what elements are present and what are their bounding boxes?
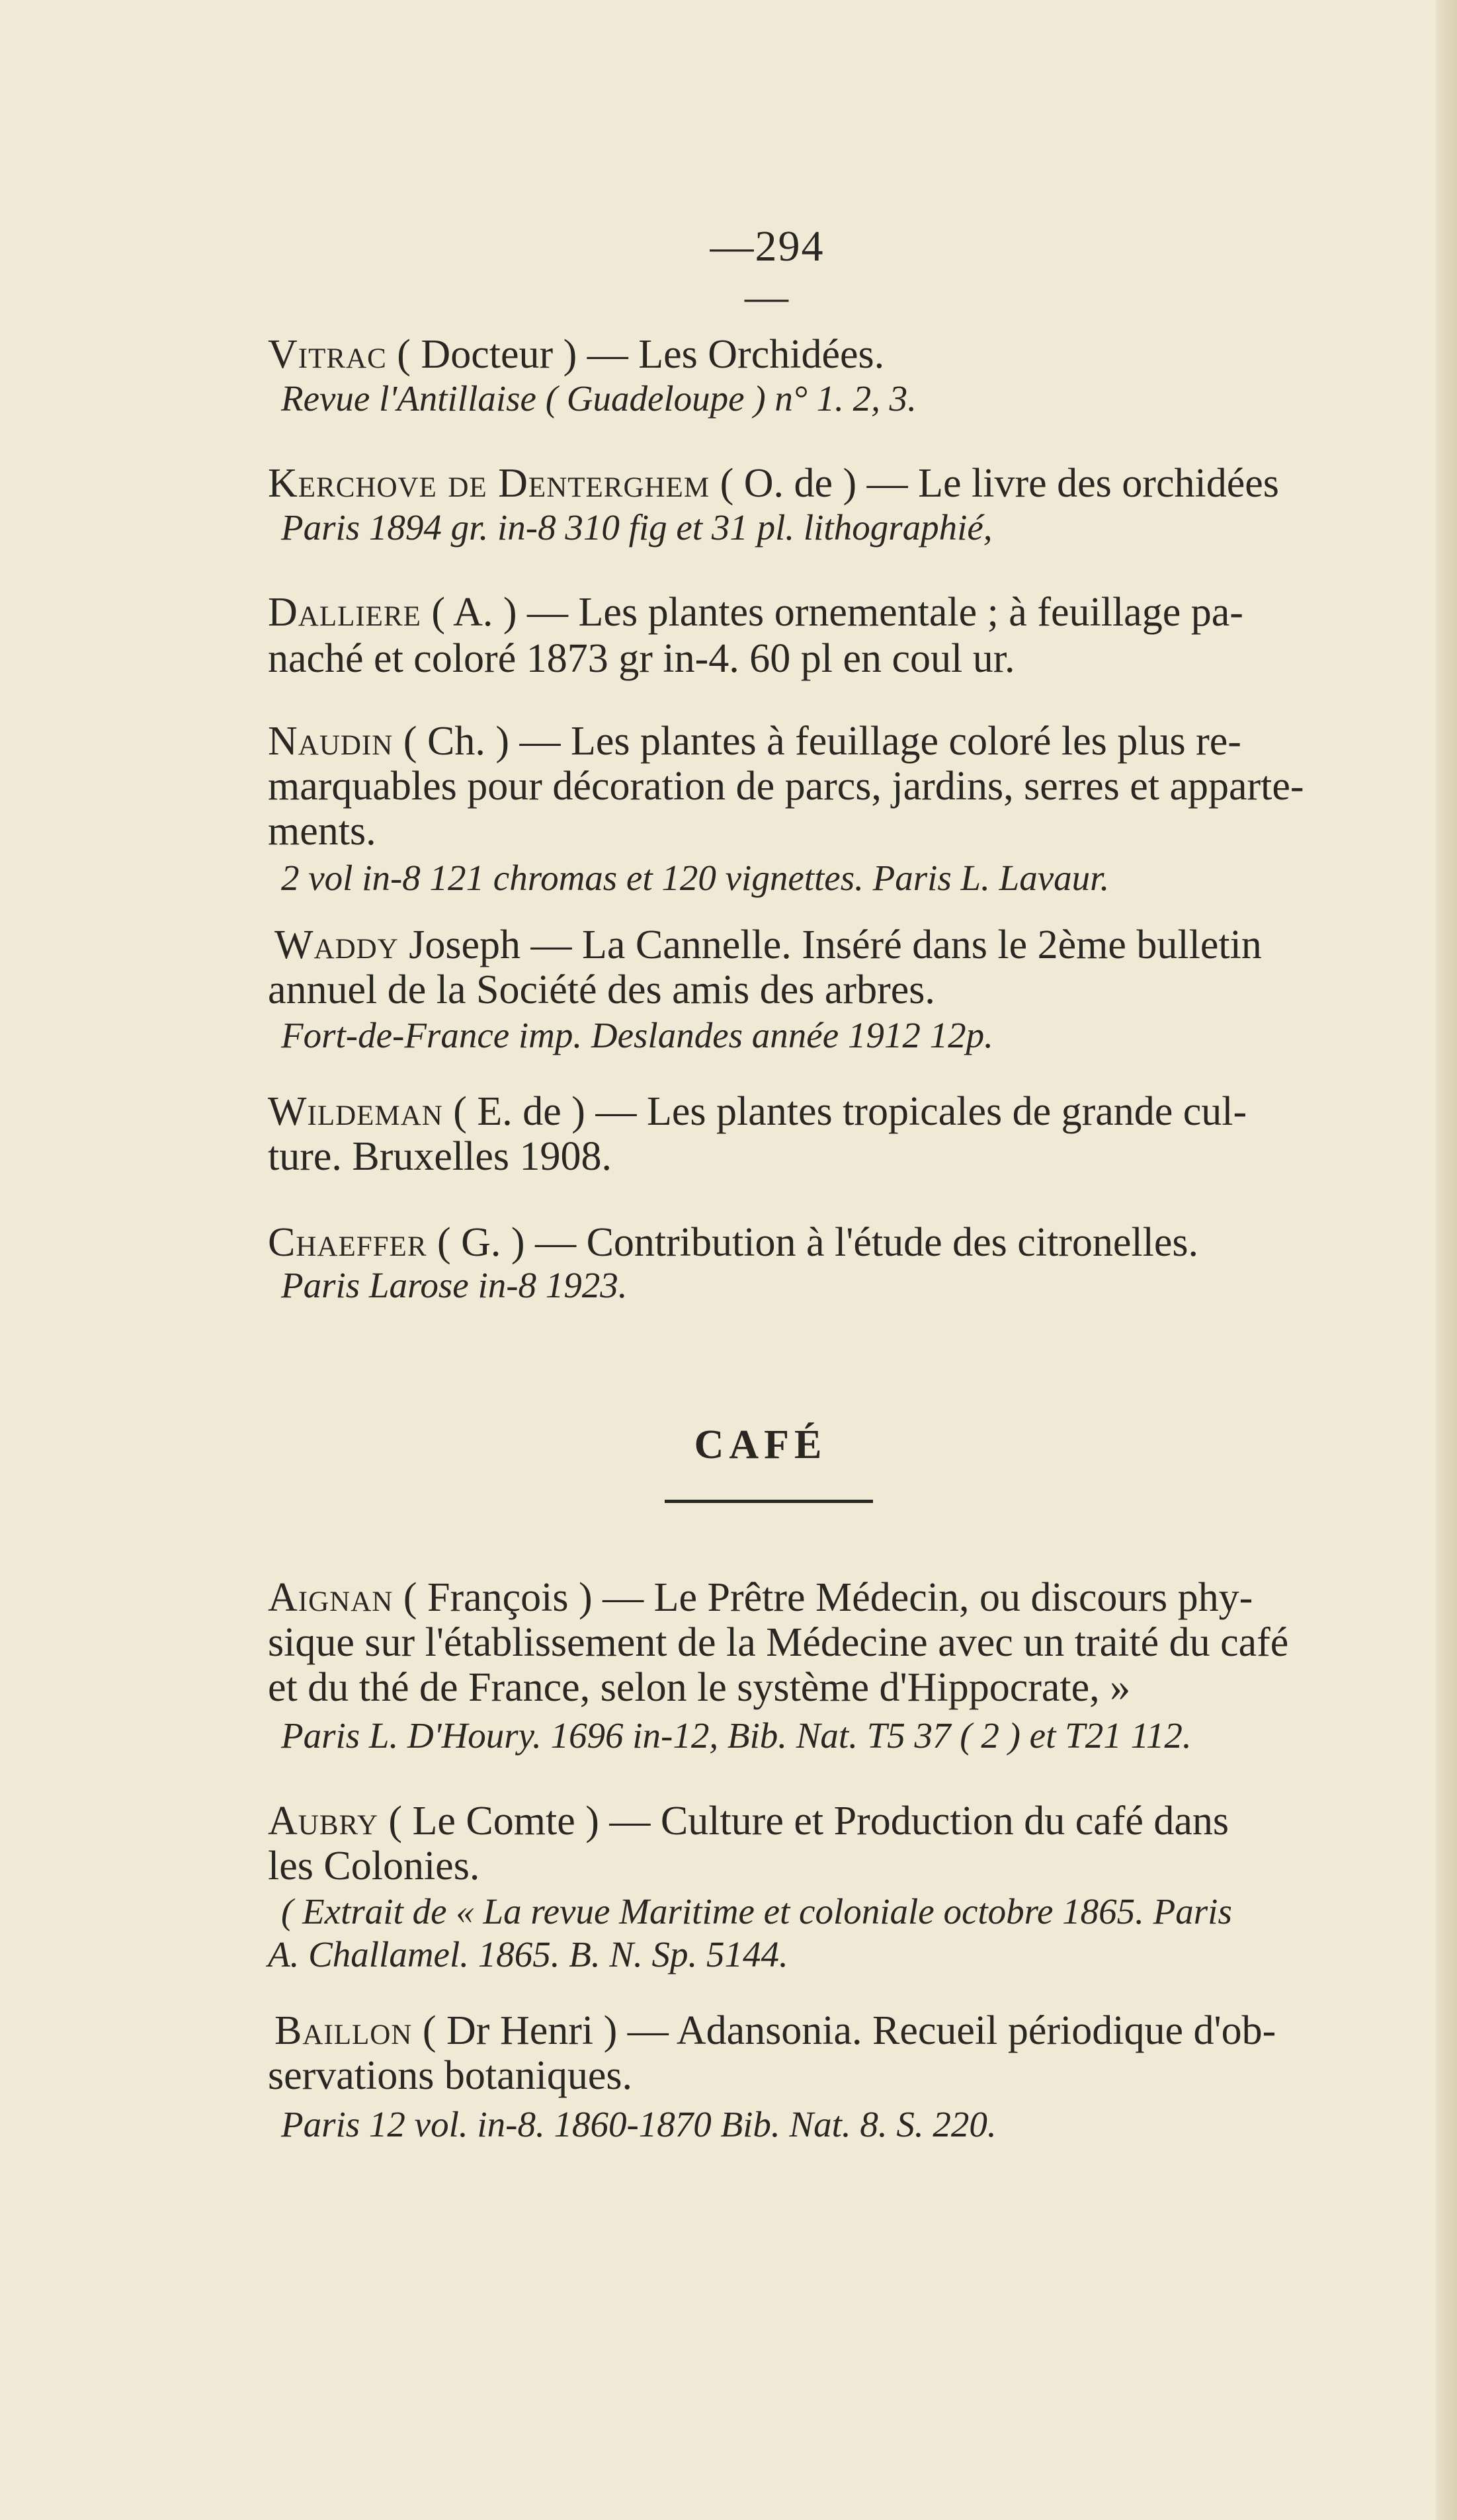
entry-publication: Fort-de-France imp. Deslandes année 1912 12p. xyxy=(281,1015,993,1055)
entry-author: Chaeffer xyxy=(268,1220,427,1265)
entry-publication: A. Challamel. 1865. B. N. Sp. 5144. xyxy=(268,1934,788,1974)
entry-text: ( Le Comte ) — Culture et Production du café dans xyxy=(388,1799,1229,1844)
entry-author: Dalliere xyxy=(268,590,421,635)
entry-author: Baillon xyxy=(274,2008,413,2053)
page-number: —294— xyxy=(710,222,825,321)
entry-publication: Paris L. D'Houry. 1696 in-12, Bib. Nat. T5 37 ( 2 ) et T21 112. xyxy=(281,1715,1192,1756)
entry-text: les Colonies. xyxy=(268,1844,480,1889)
entry-text: marquables pour décoration de parcs, jardins, serres et apparte- xyxy=(268,764,1304,809)
entry-publication: Paris 12 vol. in-8. 1860-1870 Bib. Nat. 8. S. 220. xyxy=(281,2104,997,2144)
entry-text: ( O. de ) — Le livre des orchidées xyxy=(720,461,1279,506)
entry-publication: 2 vol in-8 121 chromas et 120 vignettes. Paris L. Lavaur. xyxy=(281,858,1110,898)
entry-text: sique sur l'établissement de la Médecine avec un traité du café xyxy=(268,1620,1289,1665)
entry-text: ture. Bruxelles 1908. xyxy=(268,1134,612,1179)
section-divider xyxy=(665,1500,873,1503)
entry-text: ( Ch. ) — Les plantes à feuillage coloré les plus re- xyxy=(403,719,1241,764)
entry-publication: Revue l'Antillaise ( Guadeloupe ) n° 1. 2, 3. xyxy=(281,378,917,419)
entry-publication: ( Extrait de « La revue Maritime et coloniale octobre 1865. Paris xyxy=(281,1891,1232,1931)
entry-author: Aubry xyxy=(268,1799,378,1844)
entry-author: Waddy xyxy=(274,922,399,967)
entry-text: ( E. de ) — Les plantes tropicales de grande cul- xyxy=(453,1089,1247,1134)
entry-text: servations botaniques. xyxy=(268,2053,633,2098)
entry-text: ( A. ) — Les plantes ornementale ; à feuillage pa- xyxy=(431,590,1243,635)
entry-text: ( François ) — Le Prêtre Médecin, ou discours phy- xyxy=(403,1575,1253,1620)
page-edge xyxy=(1436,0,1457,2520)
entry-author: Naudin xyxy=(268,719,394,764)
entry-author: Vitrac xyxy=(268,332,387,377)
section-title: CAFÉ xyxy=(694,1422,827,1467)
entry-text: naché et coloré 1873 gr in-4. 60 pl en coul ur. xyxy=(268,636,1015,681)
entry-text: ( Docteur ) — Les Orchidées. xyxy=(397,332,885,377)
entry-author: Wildeman xyxy=(268,1089,443,1134)
entry-text: ( Dr Henri ) — Adansonia. Recueil périodique d'ob- xyxy=(422,2008,1276,2053)
entry-text: Joseph — La Cannelle. Inséré dans le 2ème bulletin xyxy=(409,922,1262,967)
entry-text: et du thé de France, selon le système d'Hippocrate, » xyxy=(268,1665,1131,1710)
entry-publication: Paris Larose in-8 1923. xyxy=(281,1265,628,1305)
entry-text: annuel de la Société des amis des arbres. xyxy=(268,967,935,1012)
entry-publication: Paris 1894 gr. in-8 310 fig et 31 pl. lithographié, xyxy=(281,507,993,548)
entry-text: ments. xyxy=(268,809,376,854)
entry-author: Kerchove de Denterghem xyxy=(268,461,710,506)
entry-text: ( G. ) — Contribution à l'étude des citronelles. xyxy=(437,1220,1199,1265)
entry-author: Aignan xyxy=(268,1575,394,1620)
